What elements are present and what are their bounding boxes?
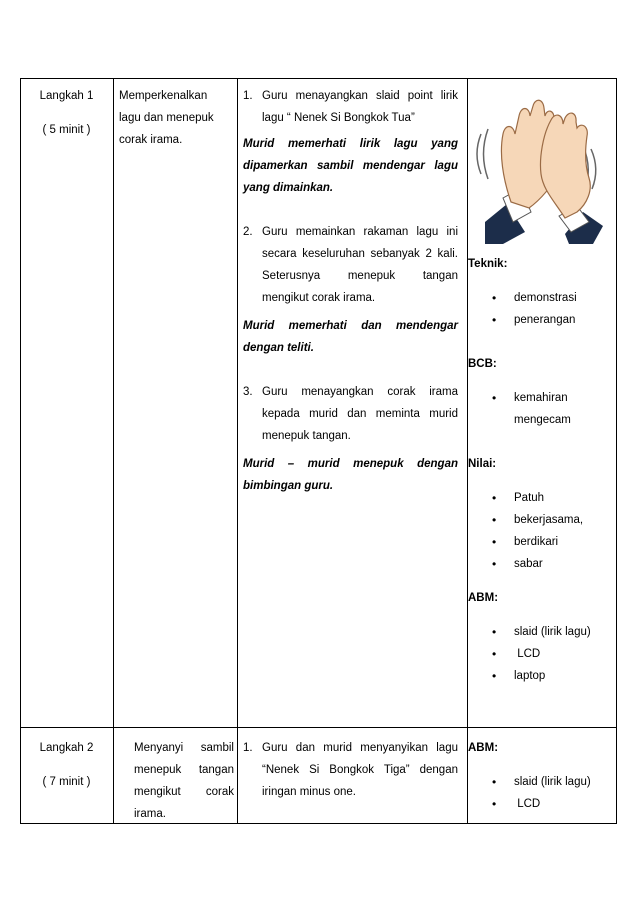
list-item: • LCD [468, 643, 616, 665]
clapping-hands-icon [473, 94, 607, 244]
step-time: ( 5 minit ) [42, 124, 91, 136]
list-item: • demonstrasi [468, 287, 616, 309]
list-item: • laptop [468, 665, 616, 687]
activity-number: 3. [243, 386, 253, 398]
activity-text: Guru menayangkan corak irama kepada murid dan meminta murid menepuk tangan. [262, 386, 458, 442]
content-line: menepuk tangan [134, 764, 234, 776]
activity-item [243, 737, 458, 803]
step-label: Langkah 2 [39, 742, 94, 754]
list-item: • sabar [468, 553, 616, 575]
row-divider [21, 727, 616, 728]
section-title: Nilai: [468, 458, 497, 470]
activity-number: 1. [243, 90, 253, 102]
column-divider [113, 79, 114, 823]
content-cell [134, 737, 234, 825]
step-label: Langkah 1 [39, 90, 94, 102]
activity-number: 2. [243, 226, 253, 238]
step-time: ( 7 minit ) [42, 776, 91, 788]
list-item: • bekerjasama, [468, 509, 616, 531]
list-item: • LCD [468, 793, 616, 815]
step-cell [20, 85, 113, 141]
list-item: • Patuh [468, 487, 616, 509]
activity-item [243, 221, 458, 309]
activity-item [243, 381, 458, 447]
content-line: irama. [134, 808, 166, 820]
list-item: • slaid (lirik lagu) [468, 771, 616, 793]
content-line: Memperkenalkan [119, 90, 208, 102]
activity-text: Guru memainkan rakaman lagu ini secara keseluruhan sebanyak 2 kali. Seterusnya menepuk tangan mengikut corak irama. [262, 226, 458, 304]
activity-cell [243, 85, 458, 497]
student-note: Murid – murid menepuk dengan bimbingan guru. [243, 458, 458, 492]
content-line: Menyanyi sambil [134, 742, 234, 754]
column-divider [237, 79, 238, 823]
section-title: ABM: [468, 742, 499, 754]
activity-number: 1. [243, 742, 253, 754]
student-note: Murid memerhati dan mendengar dengan teliti. [243, 320, 458, 354]
activity-text: Guru menayangkan slaid point lirik lagu “ Nenek Si Bongkok Tua” [262, 90, 458, 124]
activity-text: Guru dan murid menyanyikan lagu “Nenek Si Bongkok Tiga” dengan iringan minus one. [262, 742, 458, 798]
activity-cell [243, 737, 458, 803]
list-item: • penerangan [468, 309, 616, 331]
content-line: mengikut corak [134, 786, 234, 798]
section-title: BCB: [468, 358, 497, 370]
list-item: • kemahiran mengecam [468, 387, 602, 431]
activity-item [243, 85, 458, 129]
notes-cell [468, 737, 616, 815]
content-line: lagu dan menepuk [119, 112, 214, 124]
list-item: • slaid (lirik lagu) [468, 621, 616, 643]
notes-cell [468, 251, 616, 687]
section-title: ABM: [468, 592, 499, 604]
list-item: • berdikari [468, 531, 616, 553]
step-cell [20, 737, 113, 793]
content-line: corak irama. [119, 134, 183, 146]
section-title: Teknik: [468, 258, 508, 270]
content-cell [119, 85, 231, 151]
student-note: Murid memerhati lirik lagu yang dipamerkan sambil mendengar lagu yang dimainkan. [243, 138, 458, 194]
